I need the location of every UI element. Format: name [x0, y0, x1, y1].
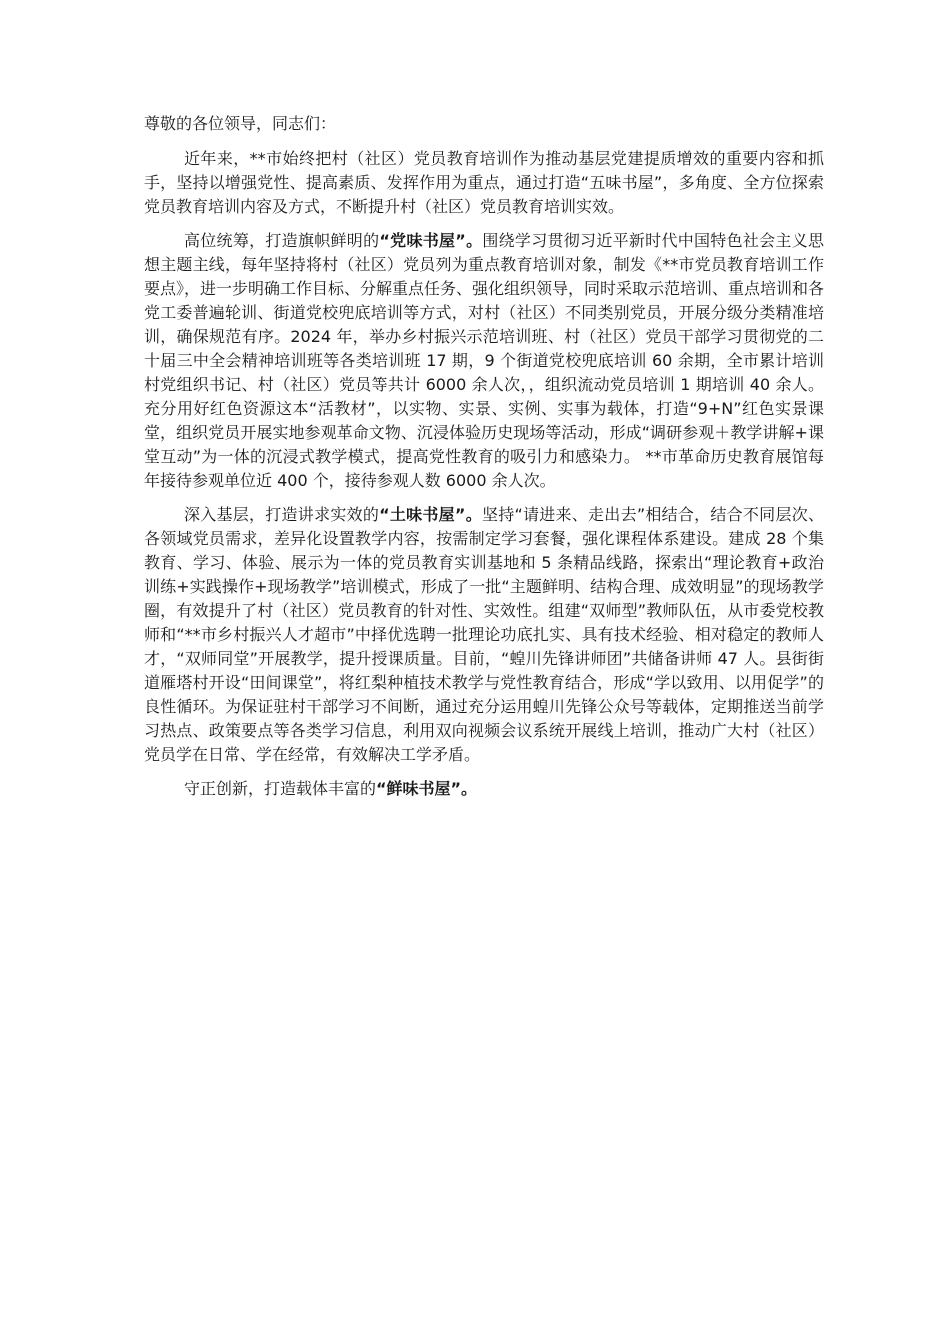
paragraph-tuwei-body: 坚持“请进来、走出去”相结合，结合不同层次、各领域党员需求，差异化设置教学内容，按需制定学习套餐，强化课程体系建设。建成 28 个集教育、学习、体验、展示为一体的党员教育实训基地和 5 条精品线路，探索出“理论教育+政治训练+实践操作+现场教学”培训模式，形成了一批“主题鲜明、结构合理、成效明显”的现场教学圈，有效提升了村（社区）党员教育的针对性、实效性。组建“双师型”教师队伍，从市委党校教师和“**市乡村振兴人才超市”中择优选聘一批理论功底扎实、具有技术经验、相对稳定的教师人才，“双师同堂”开展教学，提升授课质量。目前，“蝗川先锋讲师团”共储备讲师 47 人。县街街道雁塔村开设“田间课堂”，将红梨种植技术教学与党性教育结合，形成“学以致用、以用促学”的良性循环。为保证驻村干部学习不间断，通过充分运用蝗川先锋公众号等载体，定期推送当前学习热点、政策要点等各类学习信息，利用双向视频会议系统开展线上培训，推动广大村（社区）党员学在日常、学在经常，有效解决工学矛盾。 [144, 505, 824, 764]
paragraph-tuwei-lead: 深入基层，打造讲求实效的 [184, 505, 380, 524]
paragraph-tuwei-highlight: “土味书屋”。 [379, 505, 482, 524]
paragraph-xianwei [144, 777, 824, 801]
paragraph-xianwei-lead: 守正创新，打造载体丰富的 [184, 779, 377, 798]
greeting: 尊敬的各位领导，同志们： [144, 114, 337, 133]
paragraph-dangwei-lead: 高位统筹，打造旗帜鲜明的 [184, 231, 380, 250]
paragraph-xianwei-highlight: “鲜味书屋”。 [376, 779, 478, 798]
paragraph-dangwei-body: 围绕学习贯彻习近平新时代中国特色社会主义思想主题主线，每年坚持将村（社区）党员列为重点教育培训对象，制发《**市党员教育培训工作要点》，进一步明确工作目标、分解重点任务、强化组织领导，同时采取示范培训、重点培训和各党工委普遍轮训、街道党校兜底培训等方式，对村（社区）不同类别党员，开展分级分类精准培训，确保规范有序。2024 年，举办乡村振兴示范培训班、村（社区）党员干部学习贯彻党的二十届三中全会精神培训班等各类培训班 17 期，9 个街道党校兜底培训 60 余期，全市累计培训村党组织书记、村（社区）党员等共计 6000 余人次，，组织流动党员培训 1 期培训 40 余人。充分用好红色资源这本“活教材”，以实物、实景、实例、实事为载体，打造“9+N”红色实景课堂，组织党员开展实地参观革命文物、沉浸体验历史现场等活动，形成“调研参观＋教学讲解+课堂互动”为一体的沉浸式教学模式，提高党性教育的吸引力和感染力。 **市革命历史教育展馆每年接待参观单位近 400 个，接待参观人数 6000 余人次。 [144, 231, 825, 490]
paragraph-dangwei-highlight: “党味书屋”。 [379, 231, 483, 250]
paragraph-dangwei [144, 229, 824, 493]
paragraph-intro-body: 近年来，**市始终把村（社区）党员教育培训作为推动基层党建提质增效的重要内容和抓手，坚持以增强党性、提高素质、发挥作用为重点，通过打造“五味书屋”，多角度、全方位探索党员教育培训内容及方式，不断提升村（社区）党员教育培训实效。 [144, 149, 824, 216]
paragraph-tuwei [144, 503, 824, 767]
document-page [144, 112, 824, 811]
paragraph-intro [144, 147, 824, 219]
